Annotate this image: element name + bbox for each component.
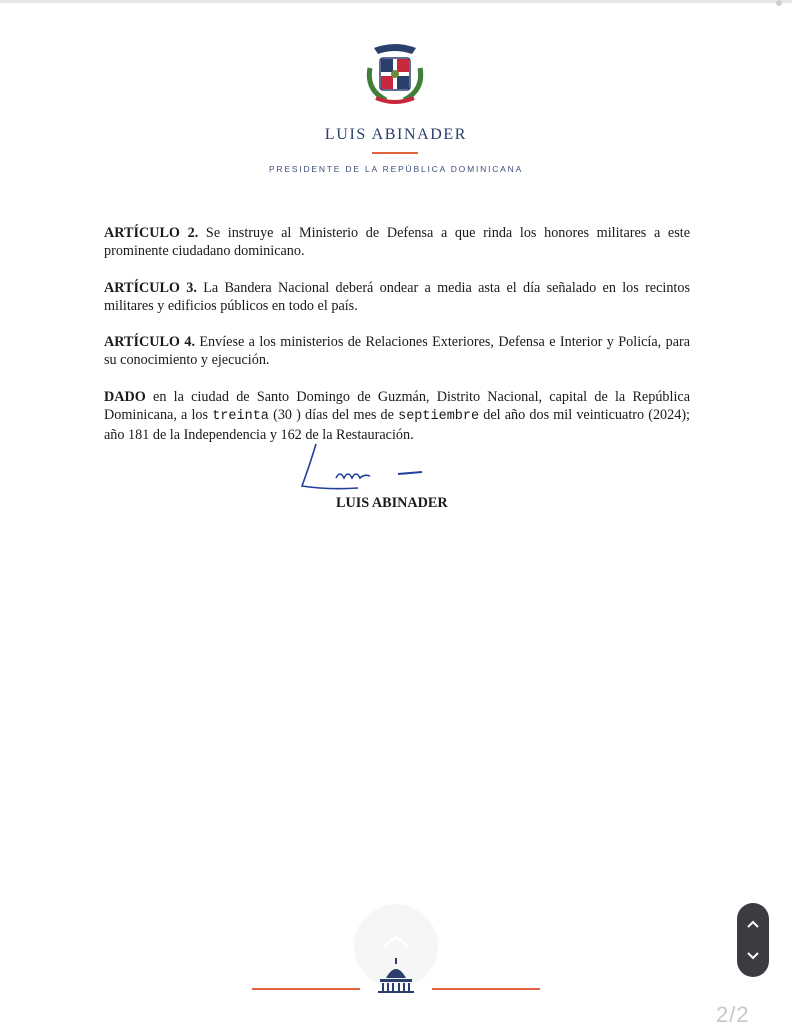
signer-name: LUIS ABINADER (336, 495, 448, 511)
closing-text-after: del año dos mil veinticuatro (2024); año 181 de la Independencia y 162 de la Restauración. (104, 407, 691, 443)
footer-rule-left (252, 988, 360, 990)
chevron-down-icon (746, 951, 760, 961)
handwritten-signature (298, 438, 428, 494)
national-palace-icon (374, 956, 418, 994)
letterhead-title: PRESIDENTE DE LA REPÚBLICA DOMINICANA (268, 164, 524, 174)
article-text: La Bandera Nacional deberá ondear a media asta el día señalado en los recintos militares y edificios públicos en todo el país. (104, 280, 690, 314)
closing-text-before: en la ciudad de Santo Domingo de Guzmán, Distrito Nacional, capital de la República Dominicana, a los (104, 389, 690, 423)
day-close: ) días del mes de (292, 407, 399, 423)
article-label: ARTÍCULO 4. (104, 334, 195, 350)
article-text: Se instruye al Ministerio de Defensa a que rinda los honores militares a este prominente ciudadano dominicano. (104, 225, 690, 259)
article-label: ARTÍCULO 2. (104, 225, 199, 241)
letterhead-divider (372, 152, 418, 154)
viewer-top-rule (0, 0, 792, 3)
previous-page-button[interactable] (737, 907, 769, 941)
next-page-button[interactable] (737, 939, 769, 973)
letterhead-name: LUIS ABINADER (324, 126, 468, 143)
chevron-up-icon (746, 919, 760, 929)
viewer-corner-dot (776, 0, 782, 6)
month-name: septiembre (398, 409, 480, 424)
article-text: Envíese a los ministerios de Relaciones Exteriores, Defensa e Interior y Policía, para su conocimiento y ejecución. (104, 334, 691, 368)
article-3-paragraph (104, 279, 690, 315)
page-indicator: 2/2 (716, 1002, 750, 1024)
footer-rule-right (432, 988, 540, 990)
coat-of-arms-icon (360, 38, 430, 108)
day-words: treinta (212, 409, 269, 424)
chevron-up-icon (381, 934, 411, 948)
closing-paragraph (104, 388, 690, 444)
day-number: 30 (277, 407, 292, 423)
article-label: ARTÍCULO 3. (104, 280, 197, 296)
day-open: ( (268, 407, 278, 423)
closing-label: DADO (104, 389, 146, 405)
article-4-paragraph (104, 333, 690, 369)
article-2-paragraph (104, 224, 690, 260)
page-navigator (737, 903, 769, 977)
